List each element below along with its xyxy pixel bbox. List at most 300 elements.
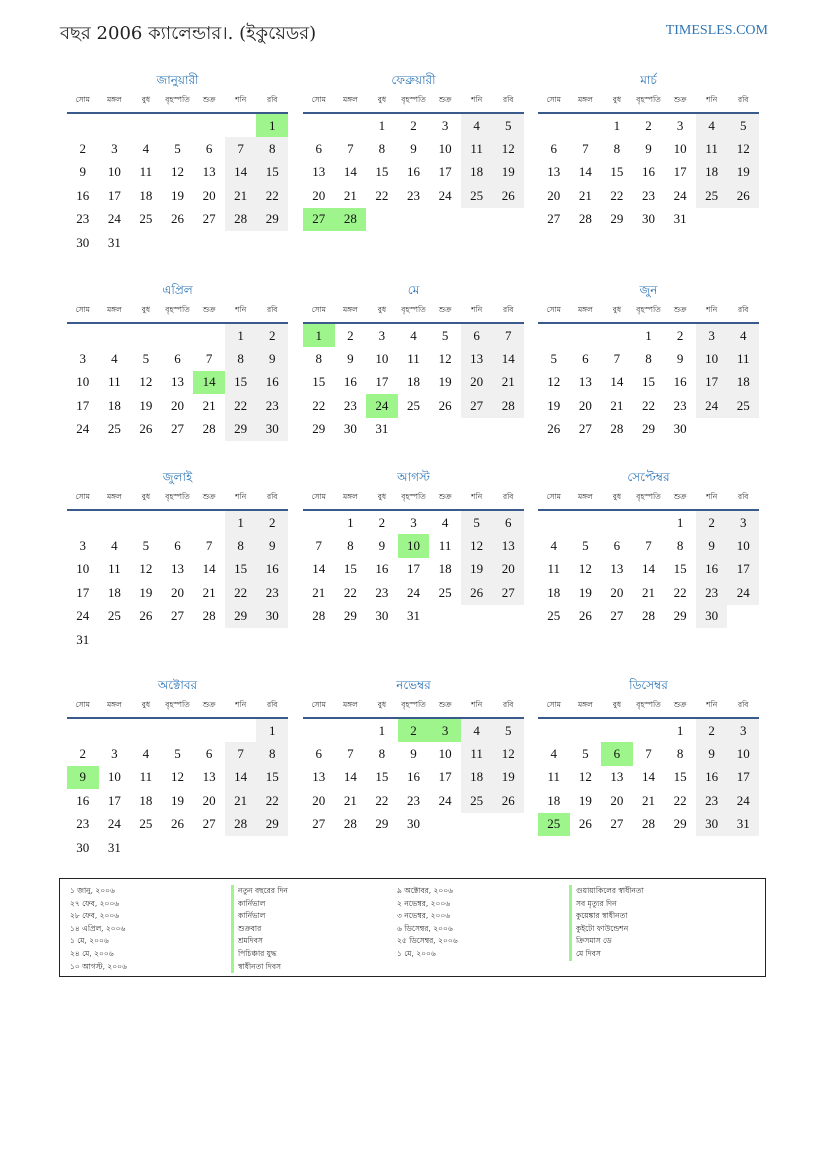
empty-cell: [162, 719, 194, 742]
day-cell: 4: [696, 114, 728, 137]
day-cell: 4: [550, 538, 558, 554]
day-cell: 29: [375, 816, 389, 832]
day-cell: 7: [315, 538, 323, 554]
day-cell: 20: [578, 397, 592, 413]
day-cell: 23: [343, 397, 357, 413]
day-cell: 10: [727, 742, 759, 765]
day-cell: 9: [696, 742, 728, 765]
day-cell: 30: [375, 608, 389, 624]
day-cell: 27: [578, 421, 592, 437]
day-cell: 26: [139, 421, 153, 437]
day-grid: [67, 324, 288, 441]
weekday-label: সোম: [546, 95, 561, 104]
day-cell: 21: [312, 584, 326, 600]
day-cell: 15: [256, 766, 288, 789]
day-cell: 26: [578, 816, 592, 832]
day-cell: 17: [406, 561, 420, 577]
day-cell: 6: [461, 324, 493, 347]
day-cell: 18: [461, 766, 493, 789]
day-cell: 17: [76, 584, 90, 600]
day-cell: 13: [202, 769, 216, 785]
day-cell: 29: [673, 608, 687, 624]
day-cell: 2: [347, 327, 354, 343]
day-cell: 5: [142, 351, 150, 367]
day-cell: 21: [202, 397, 216, 413]
day-cell: 19: [492, 766, 524, 789]
day-cell: 26: [170, 816, 184, 832]
day-cell: 27: [492, 581, 524, 604]
weekday-label: বৃহস্পতি: [165, 700, 190, 709]
day-cell: 1: [378, 722, 386, 738]
day-cell: 28: [641, 816, 655, 832]
month-name: ডিসেম্বর: [629, 678, 668, 692]
day-cell: 14: [312, 561, 326, 577]
brand-link[interactable]: TIMESLES.COM: [665, 23, 768, 38]
weekday-label: বৃহস্পতি: [401, 95, 426, 104]
weekday-label: শুক্র: [202, 700, 216, 709]
day-cell: 20: [547, 187, 561, 203]
month-name: জানুয়ারী: [156, 73, 199, 87]
day-cell: 17: [438, 769, 452, 785]
legend-holiday-name: সব মৃত্যুর দিন: [569, 898, 644, 911]
day-grid: [538, 114, 759, 231]
day-cell: 9: [256, 534, 288, 557]
month-6: [538, 280, 759, 441]
day-cell: 5: [727, 114, 759, 137]
day-cell: 27: [547, 211, 561, 227]
day-cell: 3: [111, 746, 118, 762]
day-cell: 22: [225, 581, 257, 604]
empty-cell: [335, 719, 367, 742]
day-cell: 26: [727, 184, 759, 207]
weekday-label: বৃহস্পতি: [165, 305, 190, 314]
weekday-label: সোম: [546, 305, 561, 314]
legend-dates-col-2: [397, 885, 458, 961]
day-cell: 6: [315, 746, 323, 762]
day-cell: 12: [139, 561, 153, 577]
empty-cell: [67, 114, 99, 137]
weekday-label: বৃহস্পতি: [165, 95, 190, 104]
day-cell: 27: [202, 816, 216, 832]
day-cell: 10: [438, 746, 452, 762]
day-cell: 8: [613, 141, 621, 157]
weekday-label: বৃহস্পতি: [401, 492, 426, 501]
day-cell: 7: [492, 324, 524, 347]
day-cell: 25: [139, 211, 153, 227]
legend-holiday-name: কার্নিভাল: [231, 898, 288, 911]
legend-holiday-name: শুক্রবার: [231, 923, 288, 936]
day-cell: 25: [107, 608, 121, 624]
day-cell: 30: [406, 816, 420, 832]
holiday-day-cell: 25: [538, 813, 570, 836]
day-cell: 20: [461, 371, 493, 394]
day-cell: 30: [256, 418, 288, 441]
day-cell: 5: [492, 114, 524, 137]
day-cell: 3: [696, 324, 728, 347]
weekday-label: সোম: [75, 305, 90, 314]
day-cell: 16: [641, 164, 655, 180]
day-cell: 9: [378, 538, 386, 554]
day-cell: 16: [406, 769, 420, 785]
day-cell: 2: [79, 141, 87, 157]
day-cell: 10: [76, 561, 90, 577]
day-cell: 15: [225, 371, 257, 394]
weekday-label: শুক্র: [438, 95, 452, 104]
legend-date: ১ মে, ২০০৬: [70, 936, 109, 946]
day-cell: 18: [438, 561, 452, 577]
day-cell: 2: [256, 324, 288, 347]
day-cell: 2: [696, 719, 728, 742]
day-grid: [67, 114, 288, 254]
day-cell: 25: [438, 584, 452, 600]
empty-cell: [162, 114, 194, 137]
holiday-day-cell: 9: [67, 766, 99, 789]
day-cell: 26: [547, 421, 561, 437]
weekday-header: [67, 300, 288, 324]
empty-cell: [633, 511, 665, 534]
day-cell: 4: [550, 746, 558, 762]
empty-cell: [570, 511, 602, 534]
day-cell: 29: [256, 813, 288, 836]
day-cell: 31: [406, 608, 420, 624]
weekday-label: শুক্র: [438, 700, 452, 709]
day-cell: 12: [170, 164, 184, 180]
day-cell: 1: [613, 117, 621, 133]
day-cell: 2: [378, 514, 386, 530]
legend-date: ২৮ ফেব, ২০০৬: [70, 911, 120, 921]
day-cell: 1: [676, 514, 684, 530]
day-cell: 29: [312, 421, 326, 437]
day-cell: 21: [641, 584, 655, 600]
day-cell: 17: [727, 766, 759, 789]
month-name: জুন: [639, 283, 658, 297]
day-cell: 26: [492, 789, 524, 812]
day-cell: 22: [375, 792, 389, 808]
day-cell: 9: [645, 141, 652, 157]
day-cell: 26: [139, 608, 153, 624]
day-cell: 2: [79, 746, 87, 762]
day-cell: 3: [111, 141, 118, 157]
day-cell: 31: [76, 631, 90, 647]
day-cell: 13: [312, 164, 326, 180]
weekday-header: [67, 695, 288, 719]
day-cell: 21: [610, 397, 624, 413]
day-cell: 22: [375, 187, 389, 203]
day-cell: 6: [205, 141, 213, 157]
day-cell: 15: [256, 161, 288, 184]
weekday-label: শনি: [706, 700, 718, 709]
day-cell: 15: [610, 164, 624, 180]
legend-holiday-name: মে দিবস: [569, 948, 644, 961]
weekday-label: শনি: [235, 305, 247, 314]
day-cell: 1: [225, 511, 257, 534]
day-cell: 28: [610, 421, 624, 437]
day-cell: 7: [645, 746, 652, 762]
legend-holiday-name: কুইটো ফাউন্ডেশন: [569, 923, 644, 936]
day-cell: 3: [79, 351, 87, 367]
month-3: [538, 70, 759, 231]
day-cell: 24: [107, 211, 121, 227]
month-name: এপ্রিল: [162, 283, 193, 297]
day-cell: 13: [170, 374, 184, 390]
day-cell: 30: [673, 421, 687, 437]
day-cell: 12: [438, 351, 452, 367]
day-grid: [538, 324, 759, 441]
weekday-label: বুধ: [141, 305, 151, 314]
day-cell: 4: [727, 324, 759, 347]
day-cell: 13: [492, 534, 524, 557]
day-cell: 26: [170, 211, 184, 227]
day-cell: 13: [202, 164, 216, 180]
day-cell: 24: [696, 394, 728, 417]
weekday-label: শুক্র: [673, 95, 687, 104]
weekday-label: সোম: [75, 95, 90, 104]
weekday-header: [538, 90, 759, 114]
legend-date: ২৪ মে, ২০০৬: [70, 948, 114, 958]
day-cell: 24: [107, 816, 121, 832]
day-cell: 3: [727, 511, 759, 534]
day-cell: 7: [645, 538, 652, 554]
day-cell: 31: [107, 839, 121, 855]
day-cell: 20: [202, 187, 216, 203]
day-cell: 26: [578, 608, 592, 624]
holiday-day-cell: 28: [335, 208, 367, 231]
day-cell: 20: [312, 187, 326, 203]
day-cell: 22: [225, 394, 257, 417]
month-name: আগস্ট: [397, 470, 430, 484]
empty-cell: [633, 719, 665, 742]
month-5: [303, 280, 524, 441]
weekday-label: রবি: [267, 95, 278, 104]
day-cell: 23: [696, 789, 728, 812]
day-cell: 5: [582, 538, 589, 554]
day-cell: 29: [343, 608, 357, 624]
weekday-label: রবি: [738, 305, 749, 314]
day-cell: 12: [547, 374, 561, 390]
day-cell: 25: [461, 184, 493, 207]
day-cell: 28: [492, 394, 524, 417]
day-grid: [303, 324, 524, 441]
day-cell: 8: [645, 351, 652, 367]
day-cell: 10: [375, 351, 389, 367]
day-cell: 14: [641, 561, 655, 577]
weekday-label: রবি: [738, 700, 749, 709]
day-cell: 29: [256, 208, 288, 231]
holiday-day-cell: 10: [398, 534, 430, 557]
day-cell: 13: [610, 561, 624, 577]
empty-cell: [601, 719, 633, 742]
day-cell: 15: [641, 374, 655, 390]
weekday-label: বুধ: [612, 95, 622, 104]
day-cell: 18: [461, 161, 493, 184]
day-cell: 18: [547, 792, 561, 808]
weekday-label: রবি: [738, 95, 749, 104]
holiday-day-cell: 6: [601, 742, 633, 765]
empty-cell: [99, 324, 131, 347]
day-cell: 23: [696, 581, 728, 604]
day-cell: 12: [578, 561, 592, 577]
day-cell: 6: [550, 141, 558, 157]
day-cell: 4: [111, 351, 118, 367]
day-cell: 10: [438, 141, 452, 157]
empty-cell: [67, 324, 99, 347]
day-cell: 20: [202, 792, 216, 808]
day-cell: 5: [174, 141, 181, 157]
day-cell: 4: [410, 327, 417, 343]
day-cell: 4: [441, 514, 449, 530]
empty-cell: [67, 719, 99, 742]
weekday-label: শুক্র: [438, 305, 452, 314]
holiday-legend: [59, 878, 766, 977]
day-cell: 3: [79, 538, 87, 554]
day-cell: 2: [410, 117, 417, 133]
month-name: মে: [407, 283, 420, 297]
day-cell: 22: [673, 584, 687, 600]
day-cell: 24: [673, 187, 687, 203]
day-cell: 15: [673, 769, 687, 785]
day-cell: 17: [107, 187, 121, 203]
weekday-label: শুক্র: [673, 305, 687, 314]
day-cell: 5: [174, 746, 181, 762]
day-cell: 27: [202, 211, 216, 227]
weekday-header: [538, 487, 759, 511]
weekday-label: শুক্র: [202, 305, 216, 314]
day-grid: [538, 719, 759, 836]
day-cell: 5: [550, 351, 558, 367]
empty-cell: [162, 324, 194, 347]
day-cell: 28: [202, 608, 216, 624]
day-cell: 7: [205, 351, 213, 367]
weekday-label: মঙ্গল: [343, 492, 358, 501]
day-cell: 8: [225, 534, 257, 557]
day-cell: 4: [142, 746, 150, 762]
empty-cell: [193, 114, 225, 137]
empty-cell: [538, 719, 570, 742]
day-cell: 19: [547, 397, 561, 413]
day-cell: 25: [696, 184, 728, 207]
month-12: [538, 675, 759, 836]
day-cell: 10: [76, 374, 90, 390]
empty-cell: [99, 719, 131, 742]
day-cell: 18: [139, 792, 153, 808]
day-cell: 16: [375, 561, 389, 577]
legend-date: ১০ আগস্ট, ২০০৬: [70, 961, 127, 971]
day-cell: 22: [610, 187, 624, 203]
day-cell: 15: [343, 561, 357, 577]
holiday-day-cell: 3: [429, 719, 461, 742]
day-cell: 7: [205, 538, 213, 554]
day-cell: 29: [610, 211, 624, 227]
day-cell: 9: [347, 351, 354, 367]
weekday-label: মঙ্গল: [343, 305, 358, 314]
day-cell: 14: [202, 561, 216, 577]
day-cell: 15: [312, 374, 326, 390]
day-cell: 13: [547, 164, 561, 180]
day-cell: 28: [225, 208, 257, 231]
day-cell: 24: [727, 789, 759, 812]
day-cell: 1: [256, 719, 288, 742]
legend-dates-col-1: [70, 885, 127, 973]
day-cell: 23: [375, 584, 389, 600]
weekday-label: শনি: [706, 492, 718, 501]
day-cell: 26: [438, 397, 452, 413]
day-cell: 16: [343, 374, 357, 390]
weekday-label: বৃহস্পতি: [636, 95, 661, 104]
day-cell: 8: [676, 538, 684, 554]
month-4: [67, 280, 288, 441]
day-cell: 16: [256, 371, 288, 394]
empty-cell: [303, 511, 335, 534]
day-cell: 20: [170, 397, 184, 413]
legend-date: ২ নভেম্বর, ২০০৬: [397, 898, 451, 908]
holiday-day-cell: 27: [303, 208, 335, 231]
empty-cell: [225, 719, 257, 742]
day-cell: 9: [676, 351, 684, 367]
weekday-label: রবি: [267, 492, 278, 501]
day-cell: 11: [139, 769, 153, 785]
day-cell: 3: [441, 117, 449, 133]
day-cell: 16: [696, 558, 728, 581]
day-cell: 12: [578, 769, 592, 785]
weekday-label: শনি: [471, 305, 483, 314]
empty-cell: [303, 719, 335, 742]
empty-cell: [335, 114, 367, 137]
day-cell: 7: [613, 351, 621, 367]
weekday-label: মঙ্গল: [578, 305, 593, 314]
weekday-label: বৃহস্পতি: [165, 492, 190, 501]
month-11: [303, 675, 524, 836]
weekday-header: [67, 90, 288, 114]
day-cell: 13: [578, 374, 592, 390]
day-cell: 26: [461, 581, 493, 604]
day-cell: 22: [641, 397, 655, 413]
day-cell: 21: [225, 184, 257, 207]
day-cell: 21: [202, 584, 216, 600]
weekday-label: শুক্র: [202, 492, 216, 501]
weekday-label: শুক্র: [438, 492, 452, 501]
day-cell: 6: [613, 538, 621, 554]
month-10: [67, 675, 288, 859]
legend-holiday-name: গুয়ায়াকিলের স্বাধীনতা: [569, 885, 644, 898]
day-cell: 10: [673, 141, 687, 157]
day-cell: 28: [312, 608, 326, 624]
weekday-label: রবি: [267, 305, 278, 314]
day-cell: 24: [727, 581, 759, 604]
weekday-header: [303, 90, 524, 114]
weekday-label: মঙ্গল: [343, 95, 358, 104]
day-cell: 1: [225, 324, 257, 347]
day-cell: 9: [410, 746, 417, 762]
day-cell: 12: [170, 769, 184, 785]
weekday-label: বুধ: [612, 700, 622, 709]
day-cell: 20: [610, 584, 624, 600]
day-cell: 21: [343, 792, 357, 808]
day-cell: 28: [202, 421, 216, 437]
day-cell: 31: [107, 234, 121, 250]
day-cell: 11: [108, 374, 121, 390]
day-cell: 30: [76, 839, 90, 855]
legend-names-col-2: [569, 885, 644, 961]
month-name: সেপ্টেম্বর: [627, 470, 670, 484]
day-cell: 7: [347, 746, 354, 762]
day-cell: 5: [441, 327, 449, 343]
day-cell: 25: [461, 789, 493, 812]
day-cell: 15: [375, 769, 389, 785]
weekday-label: বৃহস্পতি: [401, 700, 426, 709]
day-cell: 16: [406, 164, 420, 180]
day-cell: 23: [256, 394, 288, 417]
day-cell: 8: [256, 137, 288, 160]
